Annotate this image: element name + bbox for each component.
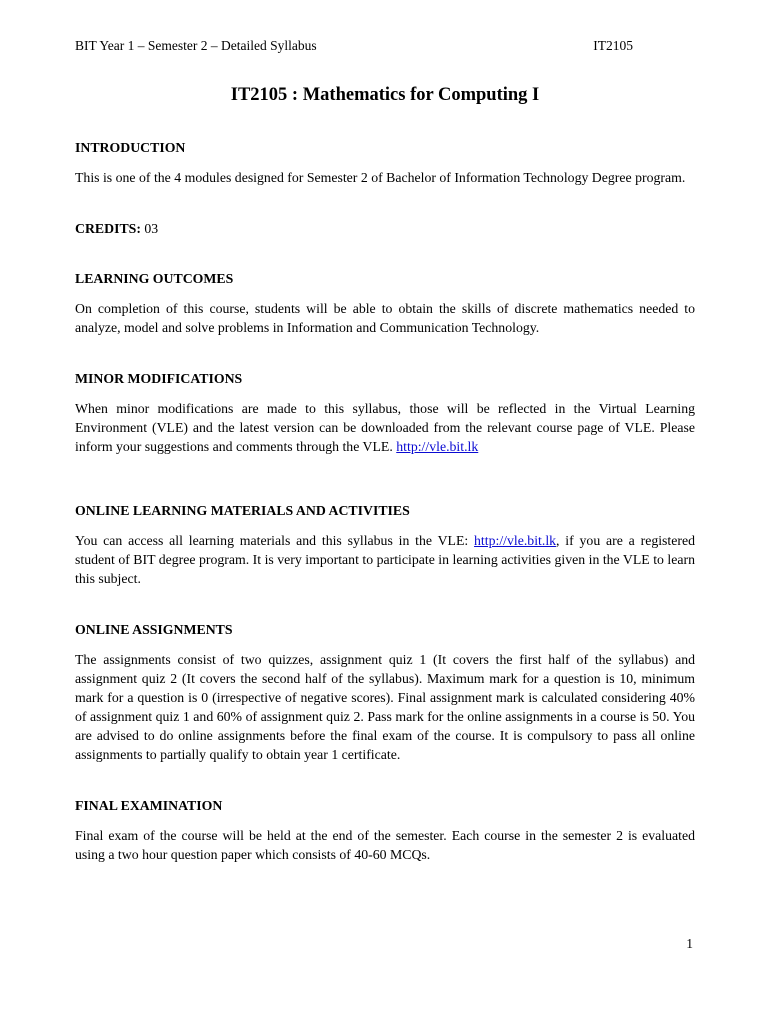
paragraph (75, 531, 695, 588)
section-heading (75, 270, 695, 287)
section-heading (75, 502, 695, 519)
paragraph-text: When minor modifications are made to this syllabus, those will be reflected in the Virtual Learning Environment (VLE) and the latest version can be downloaded from the relevant course page of VLE. Please inform your suggestions and comments through the VLE. (75, 401, 695, 454)
sections-container (75, 139, 695, 864)
paragraph-text: Final exam of the course will be held at the end of the semester. Each course in the semester 2 is evaluated using a two hour question paper which consists of 40-60 MCQs. (75, 828, 695, 862)
section-heading-text: CREDITS: (75, 221, 141, 236)
header-course-code: IT2105 (593, 38, 633, 53)
section-heading (75, 370, 695, 387)
section-heading (75, 220, 695, 237)
page-header (75, 38, 695, 54)
paragraph-text: You can access all learning materials and this syllabus in the VLE: (75, 533, 475, 548)
paragraph (75, 826, 695, 864)
section-heading-value: 03 (140, 221, 159, 236)
section-heading (75, 797, 695, 814)
vle-link[interactable]: http://vle.bit.lk (396, 439, 479, 454)
section-heading (75, 621, 695, 638)
page-number: 1 (686, 936, 693, 951)
section-heading-text: ONLINE ASSIGNMENTS (75, 622, 233, 637)
section-heading-text: ONLINE LEARNING MATERIALS AND ACTIVITIES (75, 503, 410, 518)
paragraph (75, 299, 695, 337)
section-heading (75, 139, 695, 156)
section-heading-text: FINAL EXAMINATION (75, 798, 223, 813)
paragraph-text: On completion of this course, students will be able to obtain the skills of discrete mathematics needed to analyze, model and solve problems in Information and Communication Technology. (75, 301, 695, 335)
paragraph (75, 168, 695, 187)
course-title: IT2105 : Mathematics for Computing I (230, 85, 540, 105)
paragraph-text: This is one of the 4 modules designed for Semester 2 of Bachelor of Information Technology Degree program. (75, 170, 686, 185)
vle-link[interactable]: http://vle.bit.lk (474, 533, 557, 548)
section-heading-text: INTRODUCTION (75, 140, 186, 155)
paragraph-text: , if you are a registered student of BIT degree program. It is very important to participate in learning activities given in the VLE to learn this subject. (75, 533, 695, 586)
paragraph (75, 399, 695, 456)
header-left-text: BIT Year 1 – Semester 2 – Detailed Syllabus (75, 38, 317, 53)
section-heading-text: LEARNING OUTCOMES (75, 271, 234, 286)
paragraph (75, 650, 695, 764)
paragraph-text: The assignments consist of two quizzes, assignment quiz 1 (It covers the first half of the syllabus) and assignment quiz 2 (It covers the second half of the syllabus). Maximum mark for a question is 10, minimum mark for a question is 0 (irrespective of negative scores). Final assignment mark is calculated considering 40% of assignment quiz 1 and 60% of assignment quiz 2. Pass mark for the online assignments in a course is 50. You are advised to do online assignments before the final exam of the course. It is compulsory to pass all online assignments to partially qualify to obtain year 1 certificate. (75, 652, 695, 762)
section-heading-text: MINOR MODIFICATIONS (75, 371, 243, 386)
